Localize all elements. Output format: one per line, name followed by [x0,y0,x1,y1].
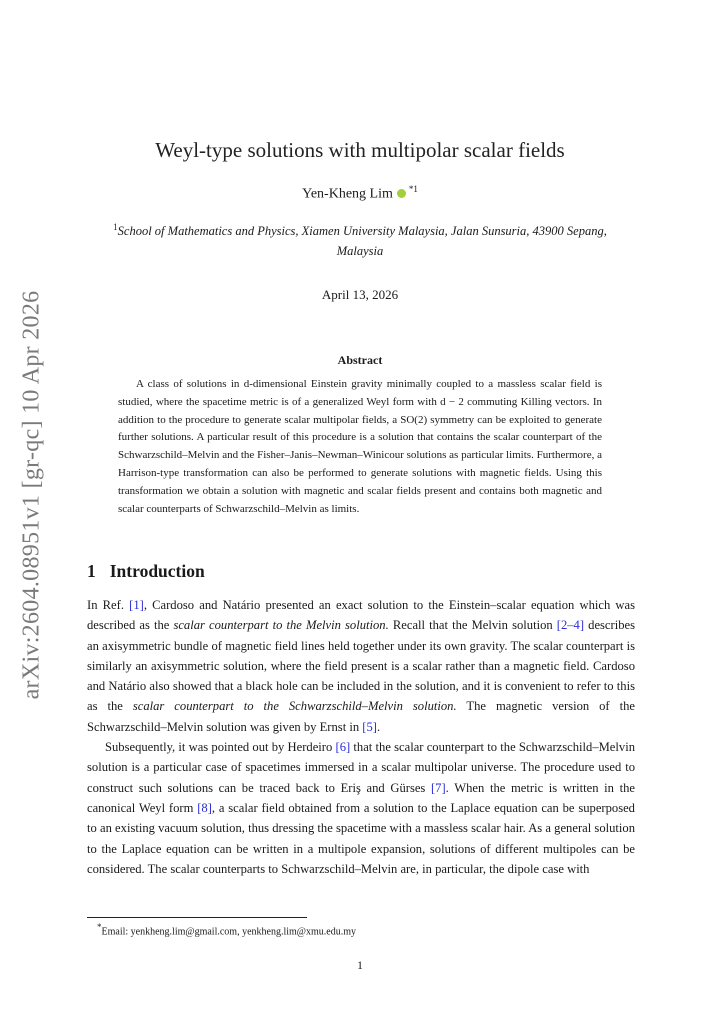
citation-link[interactable]: [5] [362,719,377,734]
text-run: , a scalar field obtained from a solution to the Laplace equation can be superposed to an existing vacuum solution, thus dressing the spacetime with a massless scalar hair. As a general solution to the Laplace equation can be written in a multipole expansion, solutions of different multipoles can be considered. The scalar counterparts to Schwarzschild–Melvin are, in particular, the dipole case with [87,800,635,876]
affiliation [90,217,630,261]
text-run: that the scalar counterpart to the Schwarzschild–Melvin solution is a particular case of spacetimes immersed in a scalar multipolar universe. The procedure used to construct such solutions can be traced back to Eriş and Gürses [87,740,635,795]
paragraph-1 [87,595,635,737]
author-name: Yen-Kheng Lim [302,186,393,202]
emphasis: scalar counterpart to the Melvin solution. [173,618,389,633]
citation-link[interactable]: [6] [335,740,351,755]
footnote-rule [87,917,307,918]
paragraph-2 [87,737,635,879]
text-run: The magnetic version of the Schwarzschild–Melvin solution was given by Ernst in [87,699,635,734]
text-run: Subsequently, it was pointed out by Herdeiro [105,740,336,755]
arxiv-identifier: arXiv:2604.08951v1 [gr-qc] 10 Apr 2026 [18,290,45,700]
affiliation-number: 1 [113,222,118,232]
section-title: Introduction [109,561,205,581]
citation-link[interactable]: [8] [197,800,212,815]
section-number: 1 [87,561,96,581]
abstract-text [118,376,602,518]
text-run: , Cardoso and Natário presented an exact solution to the Einstein–scalar equation which was described as the [87,598,636,633]
text-run: . [376,719,381,734]
text-run: . When the metric is written in the canonical Weyl form [87,780,635,815]
author-line [0,184,720,203]
emphasis: scalar counterpart to the Schwarzschild–Melvin solution. [132,699,457,714]
section-heading [87,561,205,582]
citation-link[interactable]: [7] [430,780,446,795]
paper-date: April 13, 2026 [321,287,399,302]
author-marks: *1 [408,184,418,194]
orcid-icon[interactable] [397,189,406,198]
body-text [87,595,635,879]
affiliation-text: School of Mathematics and Physics, Xiamen University Malaysia, Jalan Sunsuria, 43900 Sepang, Malaysia [117,224,607,259]
paper-title: Weyl-type solutions with multipolar scalar fields [155,138,565,162]
footnote-text: Email: yenkheng.lim@gmail.com, yenkheng.lim@xmu.edu.my [101,926,356,938]
text-run: describes an axisymmetric bundle of magnetic field lines held together under its own gravity. The scalar counterpart is similarly an axisymmetric solution, where the field present is a scalar rather than a magnetic field. Cardoso and Natário also showed that a black hole can be included in the solution, and it is convenient to refer to this as the [87,618,636,714]
abstract-heading: Abstract [337,353,383,367]
abstract-body: A class of solutions in d-dimensional Einstein gravity minimally coupled to a massless scalar field is studied, where the spacetime metric is of a generalized Weyl form with d − 2 commuting Killing vectors. In addition to the procedure to generate scalar multipolar fields, a SO(2) symmetry can be exploited to generate further solutions. A particular result of this procedure is a solution that contains the scalar counterpart of the Schwarzschild–Melvin and the Fisher–Janis–Newman–Winicour solutions as particular limits. Furthermore, a Harrison-type transformation can also be performed to generate solutions with magnetic fields. Using this transformation we obtain a solution with magnetic and scalar fields present and contains both magnetic and scalar counterparts of Schwarzschild–Melvin as limits. [118,378,602,515]
text-run: Recall that the Melvin solution [388,618,557,633]
footnote-mark: * [97,922,102,932]
citation-link[interactable]: [1] [129,598,144,612]
page-number: 1 [357,958,363,972]
citation-link[interactable]: [2–4] [556,618,585,633]
footnote [97,922,356,937]
text-run: In Ref. [87,598,130,612]
